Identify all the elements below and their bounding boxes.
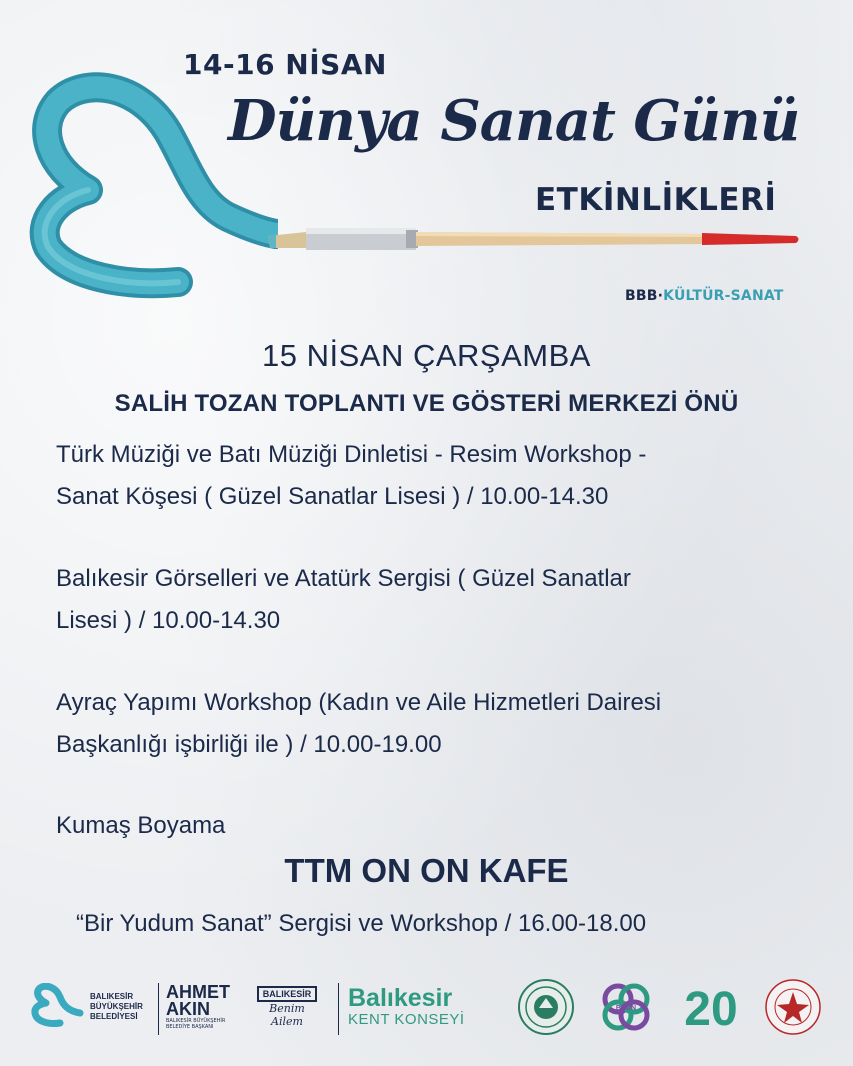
logo-text: BALIKESİR BÜYÜKŞEHİR <box>166 1018 226 1024</box>
logo-text: BAUN <box>615 1005 637 1012</box>
logo-text: BELEDİYE BAŞKANI <box>166 1024 214 1030</box>
logo-text: BELEDİYESİ <box>90 1012 138 1021</box>
event-item-line: Lisesi ) / 10.00-14.30 <box>56 607 281 634</box>
logo-fine-arts-seal <box>764 975 822 1039</box>
divider <box>158 983 159 1035</box>
date-range: 14-16 NİSAN <box>183 48 387 81</box>
logo-text: KENT KONSEYİ <box>348 1011 465 1028</box>
event-item <box>56 434 816 518</box>
brand-prefix: BBB· <box>625 288 664 304</box>
heart-logo-icon <box>30 983 86 1031</box>
event-day: 15 NİSAN ÇARŞAMBA <box>262 338 591 373</box>
logo-20-years <box>676 975 746 1039</box>
page-title: Dünya Sanat Günü <box>228 88 800 154</box>
logo-kent-konseyi <box>348 975 465 1039</box>
logo-text: Benim <box>269 1002 305 1015</box>
seal-icon <box>517 978 575 1036</box>
logo-text: AKIN <box>166 999 210 1019</box>
logo-ahmet-akin <box>166 975 230 1039</box>
baun-logo-icon <box>596 977 656 1037</box>
venue-heading-2: TTM ON ON KAFE <box>284 852 569 889</box>
logo-text: BALIKESİR <box>90 992 134 1001</box>
event-item <box>56 682 816 766</box>
anniversary-logo-icon <box>676 977 746 1037</box>
paint-brush-icon <box>266 218 802 262</box>
venue-heading-1: SALİH TOZAN TOPLANTI VE GÖSTERİ MERKEZİ ÖNÜ <box>114 390 739 417</box>
event-item-line: Türk Müziği ve Batı Müziği Dinletisi - Resim Workshop - <box>56 441 647 468</box>
logo-text: 20 <box>684 983 738 1036</box>
event-item-line: Balıkesir Görselleri ve Atatürk Sergisi ( Güzel Sanatlar <box>56 565 631 592</box>
event-item: “Bir Yudum Sanat” Sergisi ve Workshop / 16.00-18.00 <box>76 910 647 937</box>
event-item <box>56 558 816 642</box>
event-item <box>56 805 816 847</box>
event-item-line: Sanat Köşesi ( Güzel Sanatlar Lisesi ) / 10.00-14.30 <box>56 483 609 510</box>
event-item-line: Ayraç Yapımı Workshop (Kadın ve Aile Hizmetleri Dairesi <box>56 689 662 716</box>
event-item-line: Başkanlığı işbirliği ile ) / 10.00-19.00 <box>56 731 442 758</box>
divider <box>338 983 339 1035</box>
logo-benim-ailem <box>242 975 332 1039</box>
logo-text: BÜYÜKŞEHİR <box>90 1002 143 1011</box>
logo-text: BALIKESİR <box>257 986 318 1002</box>
brand-tag <box>625 288 784 304</box>
logo-text: Balıkesir <box>348 984 453 1012</box>
event-item-line: Kumaş Boyama <box>56 812 226 839</box>
page-subtitle: ETKİNLİKLERİ <box>535 182 777 218</box>
brand-suffix: KÜLTÜR-SANAT <box>663 288 784 304</box>
logo-baun <box>596 975 656 1039</box>
logo-university-seal <box>517 975 575 1039</box>
logo-text: AHMET <box>166 982 230 1002</box>
footer-logos <box>30 975 830 1045</box>
logo-text: Ailem <box>271 1015 303 1028</box>
fine-arts-seal-icon <box>764 978 822 1036</box>
logo-balikesir-bb <box>30 975 143 1039</box>
